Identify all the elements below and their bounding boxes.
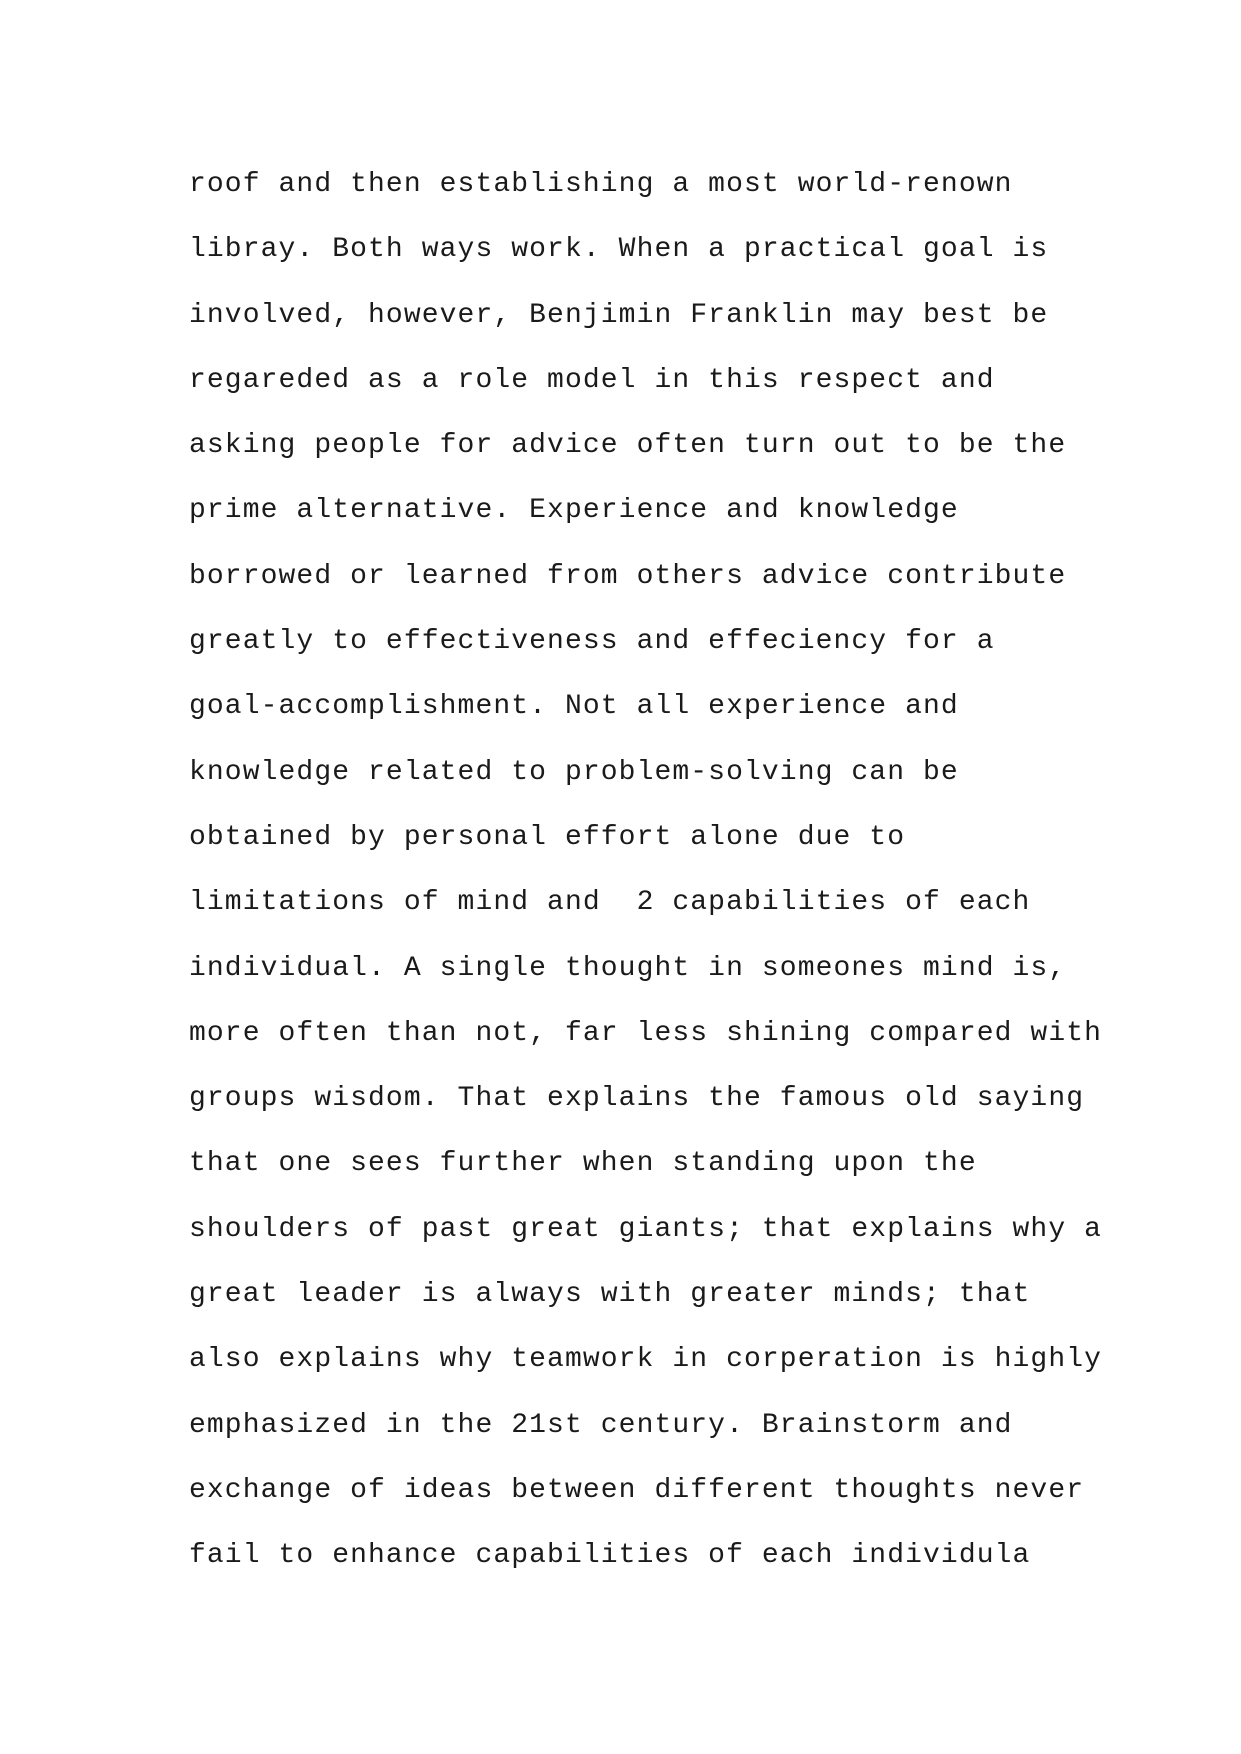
text-line: borrowed or learned from others advice contribute <box>189 560 1067 592</box>
text-line: goal-accomplishment. Not all experience and <box>189 691 959 723</box>
text-line: roof and then establishing a most world-renown <box>189 169 1013 200</box>
text-line: individual. A single thought in someones mind is, <box>189 952 1067 984</box>
text-line: shoulders of past great giants; that explains why a <box>189 1213 1103 1245</box>
text-line: knowledge related to problem-solving can be <box>189 756 959 788</box>
text-line: fail to enhance capabilities of each individula <box>189 1540 1031 1572</box>
text-line: greatly to effectiveness and effeciency for a <box>189 626 995 658</box>
text-line: asking people for advice often turn out to be the <box>189 430 1067 462</box>
text-line: obtained by personal effort alone due to <box>189 821 906 853</box>
body-text <box>189 160 1103 1597</box>
text-line: regareded as a role model in this respect and <box>189 364 995 396</box>
text-line: prime alternative. Experience and knowledge <box>189 495 959 527</box>
text-line: great leader is always with greater minds; that <box>189 1279 1031 1311</box>
text-line: also explains why teamwork in corperation is highly <box>189 1344 1103 1376</box>
text-line: emphasized in the 21st century. Brainstorm and <box>189 1409 1013 1441</box>
text-line: limitations of mind and 2 capabilities of each <box>189 887 1031 919</box>
text-line: groups wisdom. That explains the famous old saying <box>189 1083 1085 1115</box>
text-line: more often than not, far less shining compared with <box>189 1017 1103 1049</box>
text-line: exchange of ideas between different thoughts never <box>189 1474 1085 1506</box>
text-line: libray. Both ways work. When a practical goal is <box>189 234 1049 266</box>
text-line: that one sees further when standing upon the <box>189 1148 977 1180</box>
text-line: involved, however, Benjimin Franklin may best be <box>189 299 1049 331</box>
